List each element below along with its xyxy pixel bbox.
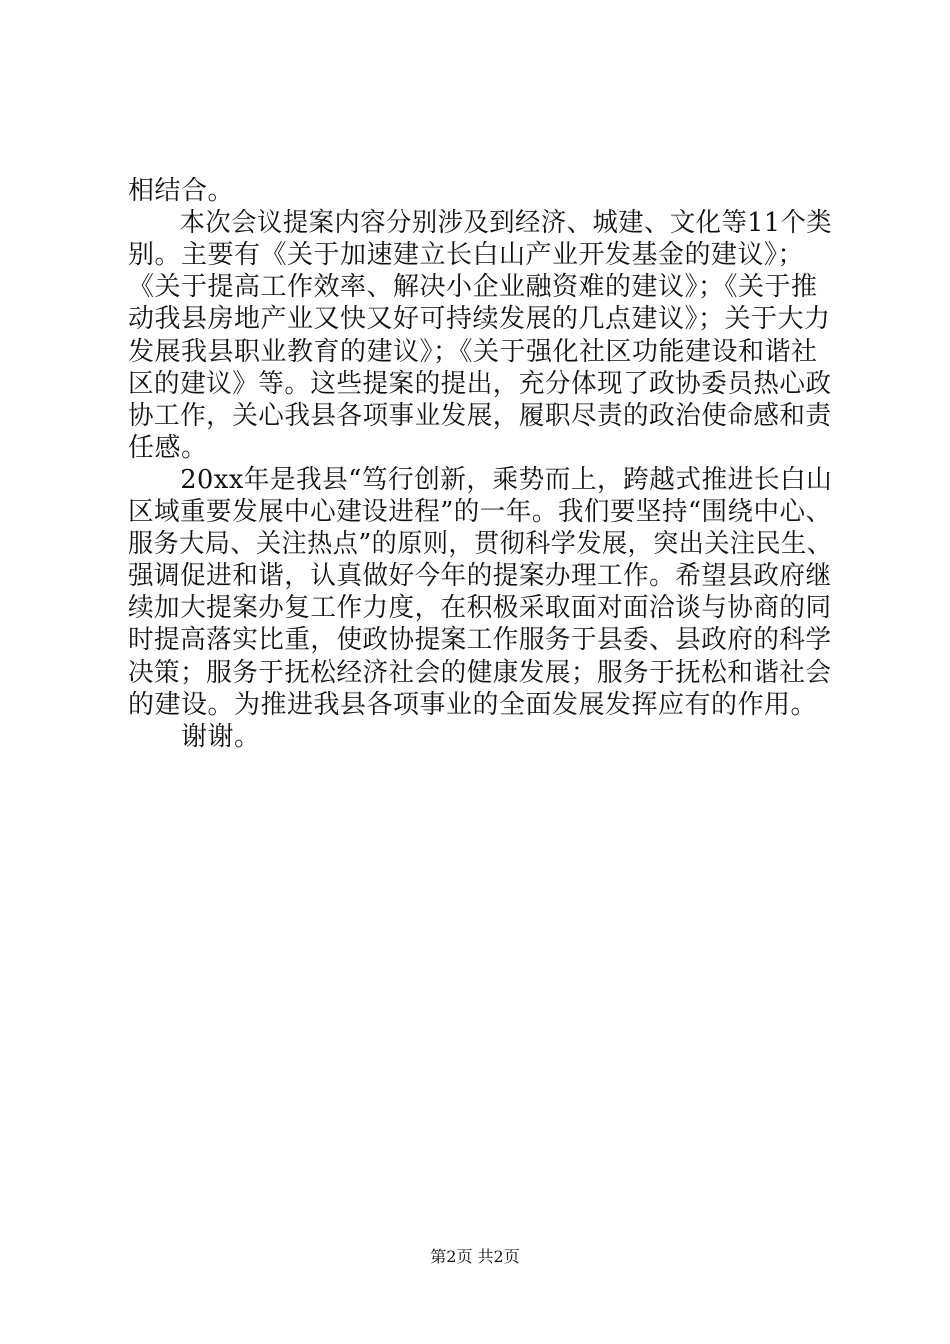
page-footer: 第2页 共2页 [430,1247,520,1266]
body-line: 谢谢。 [128,721,261,752]
body-line: 相结合。 [128,176,235,206]
body-line: 区域重要发展中心建设进程”的一年。我们要坚持“围绕中心、 [128,497,832,527]
body-line: 时提高落实比重，使政协提案工作服务于县委、县政府的科学 [128,625,832,656]
body-line: 决策；服务于抚松经济社会的健康发展；服务于抚松和谐社会 [128,657,832,688]
body-line: 服务大局、关注热点”的原则，贯彻科学发展，突出关注民生、 [128,529,833,560]
body-line: 区的建议》等。这些提案的提出，充分体现了政协委员热心政 [128,368,832,399]
body-line: 别。主要有《关于加速建立长白山产业开发基金的建议》； [128,240,805,271]
body-line: 20xx年是我县“笃行创新，乘势而上，跨越式推进长白山 [128,464,833,495]
body-line: 《关于提高工作效率、解决小企业融资难的建议》；《关于推 [128,272,818,303]
body-line: 本次会议提案内容分别涉及到经济、城建、文化等11个类 [128,208,833,239]
body-line: 任感。 [128,432,208,463]
body-line: 的建设。为推进我县各项事业的全面发展发挥应有的作用。 [128,689,818,720]
body-line: 发展我县职业教育的建议》；《关于强化社区功能建设和谐社 [128,336,818,367]
body-line: 强调促进和谐，认真做好今年的提案办理工作。希望县政府继 [128,561,832,592]
body-line: 续加大提案办复工作力度，在积极采取面对面洽谈与协商的同 [128,593,832,624]
body-line: 动我县房地产业又快又好可持续发展的几点建议》；关于大力 [128,304,831,335]
body-line: 协工作，关心我县各项事业发展，履职尽责的政治使命感和责 [128,400,832,431]
